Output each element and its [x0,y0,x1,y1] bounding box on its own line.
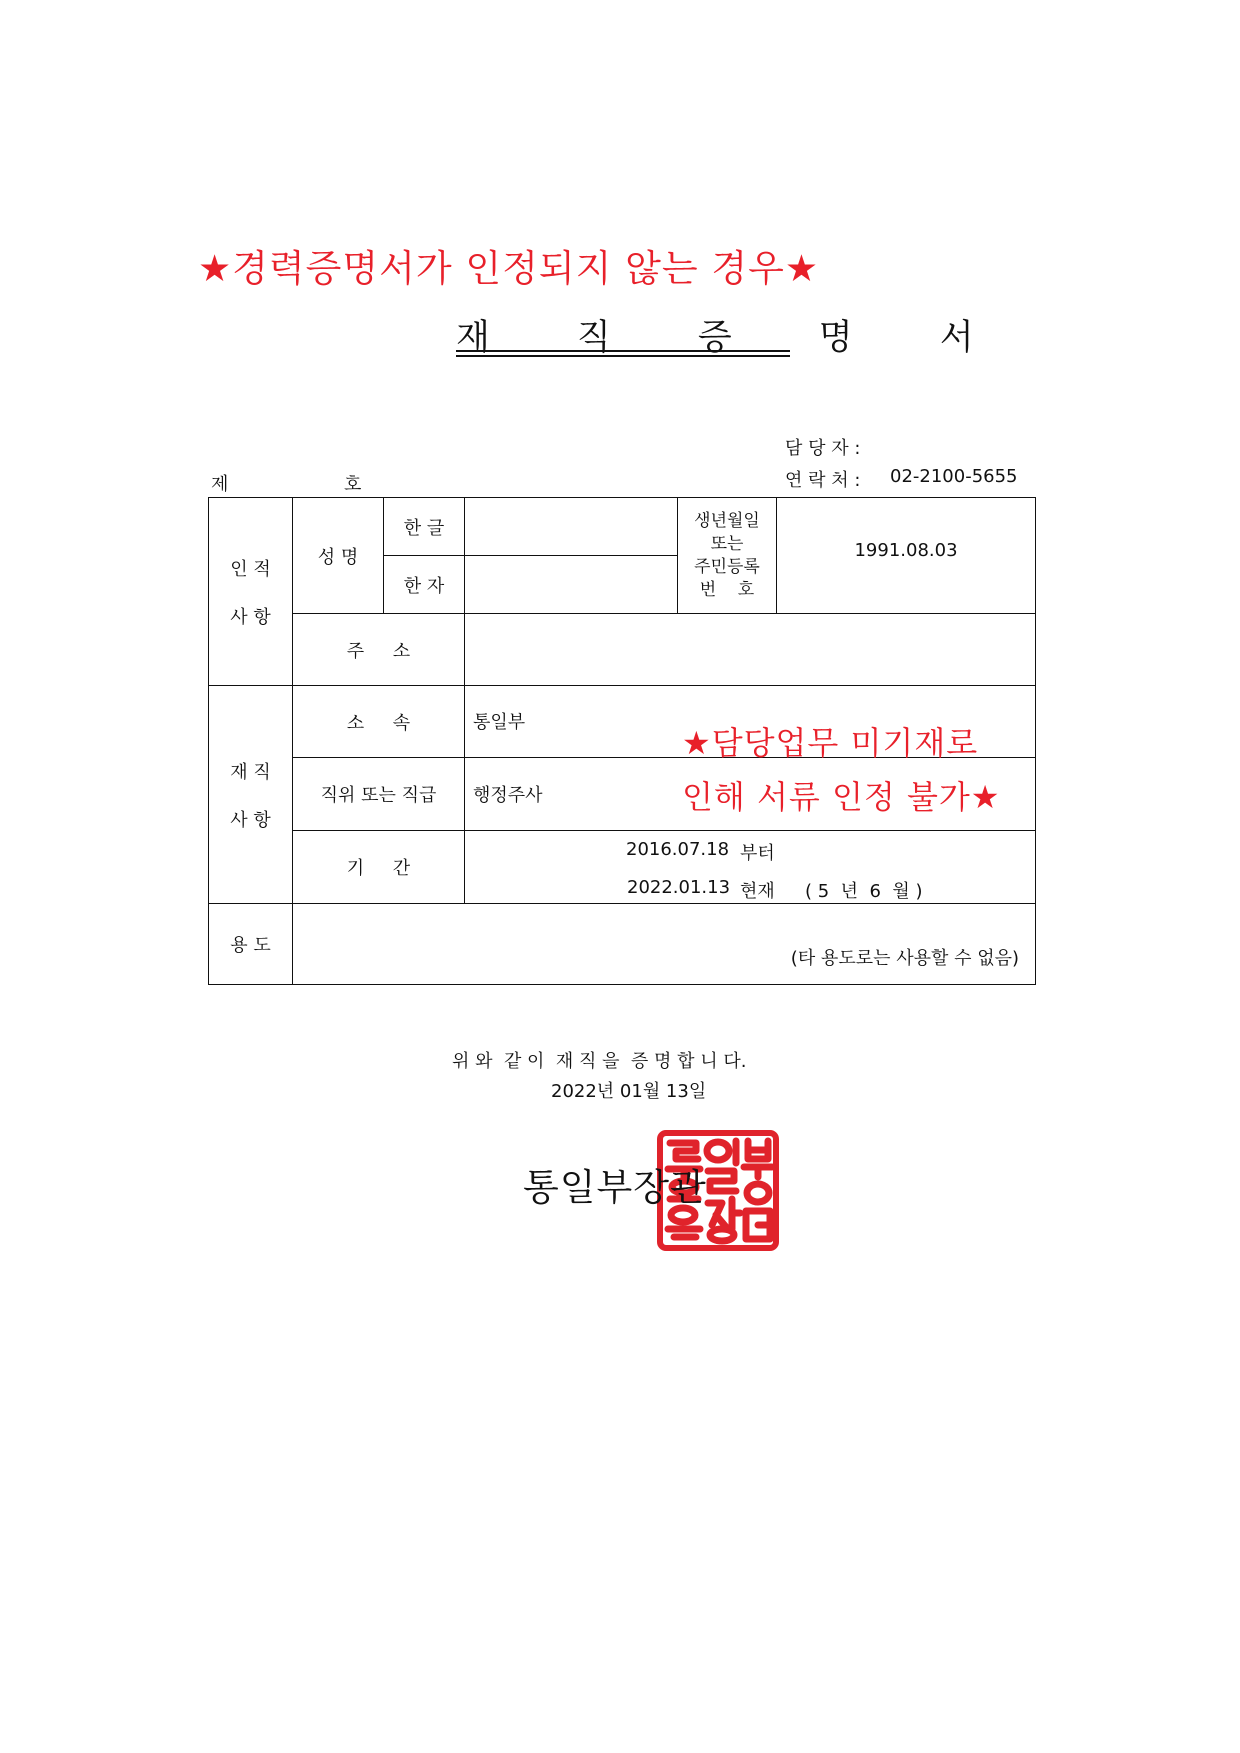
purpose-note: (타 용도로는 사용할 수 없음) [293,904,1036,985]
birth-label [678,498,777,614]
period-label: 기 간 [293,831,465,904]
employment-section-label-line2: 사 항 [230,809,271,831]
period-start: 2016.07.18 [626,839,730,860]
personal-section-label-line1: 인 적 [230,558,271,580]
purpose-label: 용 도 [209,904,293,985]
position-label: 직위 또는 직급 [293,758,465,831]
affiliation-label: 소 속 [293,686,465,758]
birth-label-line1: 생년월일 [694,510,760,531]
warning-heading: ★경력증명서가 인정되지 않는 경우★ [198,247,820,290]
title-underline [456,350,790,352]
contact-value: 02-2100-5655 [890,466,1018,487]
employment-section-label [209,686,293,904]
title-underline-double [456,355,790,357]
employment-section-label-line1: 재 직 [230,761,271,783]
period-duration: ( 5 년 6 월 ) [805,881,923,902]
hanja-value [465,556,678,614]
period-start-suffix: 부터 [740,843,775,864]
overlay-note-line2: 인해 서류 인정 불가★ [682,778,1001,816]
birth-label-line4: 번 호 [699,579,755,600]
affiliation-value: 통일부 [465,686,1036,758]
document-title: 재 직 증 명 서 [456,318,1012,358]
personal-section-label-line2: 사 항 [230,606,271,628]
period-end: 2022.01.13 [627,877,731,898]
birth-label-line3: 주민등록 [694,556,760,577]
address-label: 주 소 [293,614,465,686]
position-value: 행정주사 [465,758,1036,831]
contact-label: 연 락 처 : [785,470,861,491]
signature-name: 통일부장관 [523,1166,707,1209]
issue-date: 2022년 01월 13일 [551,1081,707,1102]
overlay-note-line1: ★담당업무 미기재로 [682,724,979,762]
period-end-suffix: 현재 [740,881,775,902]
period-value [465,831,1036,904]
manager-label: 담 당 자 : [785,438,861,459]
hangul-value [465,498,678,556]
birth-value: 1991.08.03 [777,498,1036,614]
certify-text: 위 와 같 이 재 직 을 증 명 합 니 다. [452,1051,747,1072]
hanja-label: 한 자 [384,556,465,614]
name-label: 성 명 [293,498,384,614]
hangul-label: 한 글 [384,498,465,556]
address-value [465,614,1036,686]
number-label-right: 호 [344,474,362,495]
birth-label-line2: 또는 [710,533,744,554]
number-label-left: 제 [211,474,229,495]
personal-section-label [209,498,293,686]
